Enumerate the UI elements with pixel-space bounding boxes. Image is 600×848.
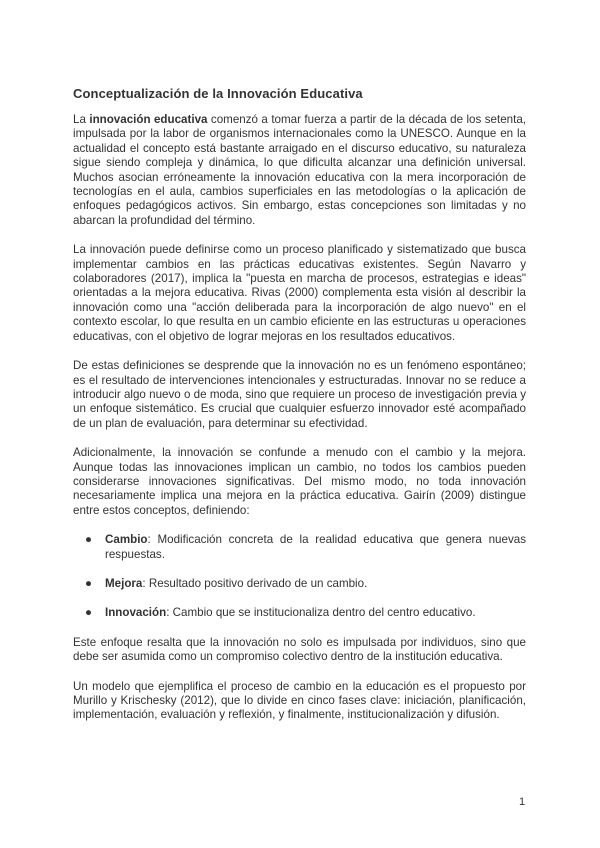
list-item-text: : Modificación concreta de la realidad educativa que genera nuevas respuestas. xyxy=(105,533,526,561)
paragraph-1-bold-term: innovación educativa xyxy=(89,113,208,126)
list-item-term: Mejora xyxy=(105,576,143,590)
paragraph-6: Un modelo que ejemplifica el proceso de cambio en la educación es el propuesto por Murillo y Krischesky (2012), que lo divide en cinco fases clave: iniciación, planificación, implementación, evaluación y reflexión, y finalmente, institucionalización y difusión. xyxy=(73,679,526,722)
list-item-term: Cambio xyxy=(105,533,148,547)
paragraph-3: De estas definiciones se desprende que la innovación no es un fenómeno espontáneo; es el resultado de intervenciones intencionales y estructuradas. Innovar no se reduce a introducir algo nuevo o de moda, sino que requiere un proceso de investigación previa y un enfoque sistemático. Es crucial que cualquier esfuerzo innovador esté acompañado de un plan de evaluación, para determinar su efectividad. xyxy=(73,359,526,430)
bullet-icon: ● xyxy=(85,533,93,547)
list-item-mejora xyxy=(73,577,526,591)
bullet-icon: ● xyxy=(85,576,93,590)
paragraph-1 xyxy=(73,113,526,228)
list-item-term: Innovación xyxy=(105,606,167,620)
list-item-text: : Resultado positivo derivado de un cambio. xyxy=(142,576,368,590)
list-item-innovacion xyxy=(73,606,526,620)
page-number: 1 xyxy=(519,796,526,808)
list-item-cambio xyxy=(73,533,526,562)
list-item-text: : Cambio que se institucionaliza dentro del centro educativo. xyxy=(166,606,476,620)
paragraph-2: La innovación puede definirse como un proceso planificado y sistematizado que busca implementar cambios en las prácticas educativas existentes. Según Navarro y colaboradores (2017), implica la "puesta en marcha de procesos, estrategias e ideas" orientadas a la mejora educativa. Rivas (2000) complementa esta visión al describir la innovación como una "acción deliberada para la incorporación de algo nuevo" en el contexto escolar, lo que resulta en un cambio eficiente en las estructuras u operaciones educativas, con el objetivo de lograr mejoras en los resultados educativos. xyxy=(73,243,526,343)
paragraph-4: Adicionalmente, la innovación se confunde a menudo con el cambio y la mejora. Aunque todas las innovaciones implican un cambio, no todos los cambios pueden considerarse innovaciones significativas. Del mismo modo, no toda innovación necesariamente implica una mejora en la práctica educativa. Gairín (2009) distingue entre estos conceptos, definiendo: xyxy=(73,446,526,517)
bullet-icon: ● xyxy=(85,606,93,620)
section-title: Conceptualización de la Innovación Educativa xyxy=(73,86,363,101)
paragraph-5: Este enfoque resalta que la innovación no solo es impulsada por individuos, sino que debe ser asumida como un compromiso colectivo dentro de la institución educativa. xyxy=(73,635,526,664)
definition-list xyxy=(73,533,526,621)
paragraph-1-post: comenzó a tomar fuerza a partir de la década de los setenta, impulsada por la labor de organismos internacionales como la UNESCO. Aunque en la actualidad el concepto está bastante arraigado en el discurso educativo, su naturaleza sigue siendo compleja y dinámica, lo que dificulta alcanzar una definición universal. Muchos asocian erróneamente la innovación educativa con la mera incorporación de tecnologías en el aula, cambios superficiales en las metodologías o la aplicación de enfoques pedagógicos activos. Sin embargo, estas concepciones son limitadas y no abarcan la profundidad del término. xyxy=(73,113,526,227)
paragraph-1-pre: La xyxy=(73,113,90,126)
document-body xyxy=(73,86,526,738)
